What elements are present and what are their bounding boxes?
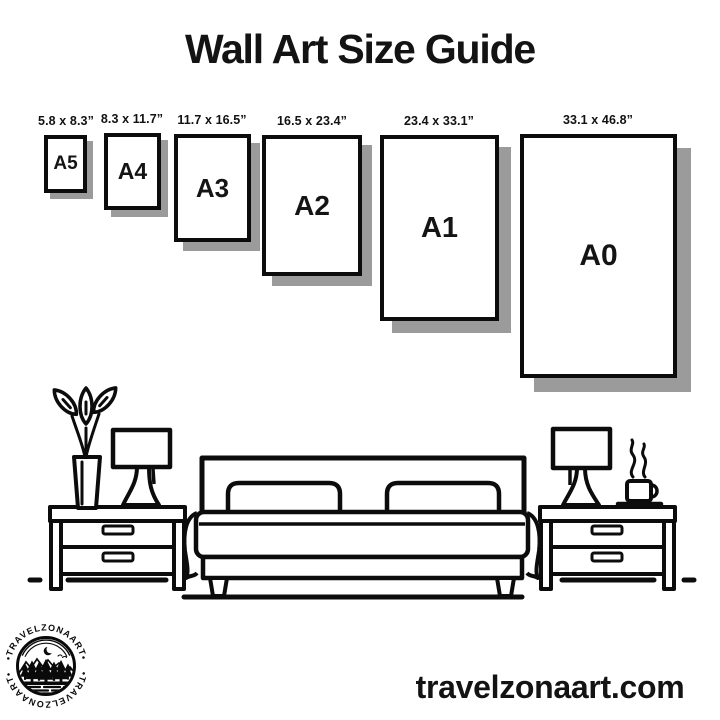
drawer-handle <box>103 526 133 534</box>
nightstand-right-icon <box>540 507 675 589</box>
size-name-a2: A2 <box>294 189 330 221</box>
size-label-a5: 5.8 x 8.3” <box>38 114 94 128</box>
floor-line <box>30 580 694 597</box>
bedroom-illustration <box>0 385 720 605</box>
pillow-icon <box>387 483 499 514</box>
blanket <box>196 512 528 557</box>
size-frame-a0 <box>520 134 677 378</box>
size-label-a4: 8.3 x 11.7” <box>100 112 164 126</box>
size-frame-a1 <box>380 135 499 321</box>
bed-leg <box>497 578 514 596</box>
drawer-handle <box>592 526 622 534</box>
size-label-a0: 33.1 x 46.8” <box>562 113 633 127</box>
bed-leg <box>210 578 227 596</box>
table-lamp-right-icon <box>553 429 610 505</box>
steam-icon <box>631 440 635 477</box>
size-frame-a3 <box>174 134 251 242</box>
size-name-a5: A5 <box>53 153 78 174</box>
leaves-in-vase-icon <box>50 385 120 508</box>
pillow-icon <box>228 483 340 514</box>
website-url: travelzonaart.com <box>415 669 685 705</box>
page-title: Wall Art Size Guide <box>184 26 536 72</box>
logo-badge <box>0 620 92 712</box>
logo-arc-text-bottom: •TRAVELZONAART• <box>3 670 89 710</box>
nightstand-top <box>540 507 675 521</box>
coffee-cup-icon <box>618 440 661 504</box>
bed-base <box>203 557 522 578</box>
leaf-icon <box>80 388 92 424</box>
size-name-a0: A0 <box>579 239 618 272</box>
table-lamp-left-icon <box>113 430 170 505</box>
size-label-a3: 11.7 x 16.5” <box>177 113 247 127</box>
steam-icon <box>643 444 646 477</box>
cup-body <box>627 481 651 501</box>
size-frame-a2 <box>262 135 362 276</box>
size-frame-a4 <box>104 133 161 210</box>
moon-cutout <box>47 646 55 654</box>
vase-icon <box>74 457 100 508</box>
leaf-icon <box>50 386 81 419</box>
nightstand-left-icon <box>50 507 185 589</box>
size-label-a1: 23.4 x 33.1” <box>403 114 474 128</box>
logo-arc-text-top: •TRAVELZONAART• <box>3 622 89 662</box>
bed-icon <box>184 458 539 596</box>
nightstand-top <box>50 507 185 521</box>
size-name-a3: A3 <box>195 172 230 203</box>
lamp-stem-line <box>153 469 154 484</box>
size-label-a2: 16.5 x 23.4” <box>276 114 347 128</box>
leaf-icon <box>89 385 120 416</box>
size-name-a4: A4 <box>117 158 148 184</box>
lamp-shade <box>113 430 170 467</box>
drawer-handle <box>103 553 133 561</box>
drawer-handle <box>592 553 622 561</box>
size-frame-a5 <box>44 135 87 193</box>
lamp-shade <box>553 429 610 468</box>
size-name-a1: A1 <box>420 211 459 244</box>
